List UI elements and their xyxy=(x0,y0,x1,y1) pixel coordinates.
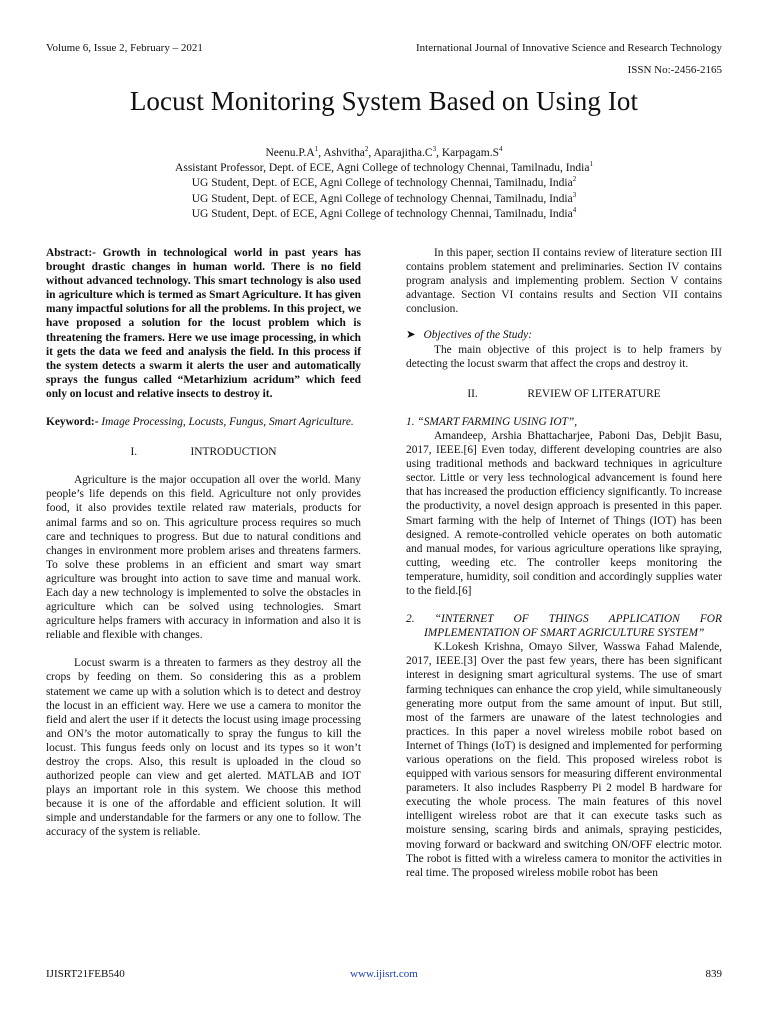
journal-name: International Journal of Innovative Science and Research Technology xyxy=(415,42,722,54)
author-sup: 2 xyxy=(364,145,369,154)
objectives-paragraph: The main objective of this project is to help framers by detecting the locust swarm that affect the crops and destroy it. xyxy=(406,343,722,370)
keyword-label: Keyword:- xyxy=(46,416,99,429)
affiliation: UG Student, Dept. of ECE, Agni College of technology Chennai, Tamilnadu, India$^4$ xyxy=(191,205,577,220)
section-heading-review xyxy=(406,387,722,401)
section-number: II. xyxy=(467,387,478,400)
objectives-heading: ➤ Objectives of the Study: xyxy=(406,329,533,342)
section-title: INTRODUCTION xyxy=(190,446,277,459)
author-name: Karpagam.S xyxy=(441,147,499,159)
abstract: Abstract:- Growth in technological world in past years has brought drastic changes in human world. There is no field without advanced technology. This smart technology is also used in agriculture which is termed as Smart Agriculture. It has given many impactful solutions for all the problems. In this project, we have proposed a solution for the locust problem which is threatening the framers. Here we use image processing, in which it gets the data we feed and analysis the field. In this process if the system detects a swarm it alerts the user and automatically sprays the fungus called “Metarhizium acridum” which feed only on locust and relative insects to destroy it. xyxy=(46,247,361,400)
volume-issue: Volume 6, Issue 2, February – 2021 xyxy=(46,42,203,54)
right-column xyxy=(406,246,722,880)
intro-paragraph: Locust swarm is a threaten to farmers as they destroy all the crops by feeding on them. So considering this as a problem statement we came up with a solution which is to detect and destroy the locust in an efficient way. Here we use a camera to monitor the field and alert the user if it detects the locust using image processing and ON’s the motor automatically to spray the fungus to kill the locust. This fungus feeds only on locust and its types so it won’t destroy the crops. Also, this result is uploaded in the cloud so authorized people can view and get alerted. MATLAB and IOT plays an important role in this system. We choose this method because it is one of the affordable and efficient solution. It will simple and understandable for the farmers or any one to follow. The accuracy of the system is reliable. xyxy=(46,657,361,839)
author-name: Aparajitha.C xyxy=(373,147,433,159)
author-list: $Neenu.P.A^1$, Ashvitha$^2$, $Aparajitha.C^3$, $Karpagam.S^4$ xyxy=(265,145,503,159)
reference-summary: K.Lokesh Krishna, Omayo Silver, Wasswa Fahad Malende, 2017, IEEE.[3] Over the past few years, there has been significant interest in designing smart agricultural systems. The use of smart farming techniques can enhance the crop yield, while simultaneously generating more output from the same amount of input. But still, most of the farmers are unaware of the latest technologies and practices. In this paper a novel wireless mobile robot based on Internet of Things (IoT) is designed and implemented for performing various operations on the field. This proposed wireless robot is equipped with various sensors for measuring different environmental parameters. It also includes Raspberry Pi 2 model B hardware for executing the whole process. The main features of this novel intelligent wireless robot are that it can execute tasks such as moisture sensing, scaring birds and animals, spraying pesticides, moving forward or backward and switching ON/OFF electric motor. The robot is fitted with a wireless camera to monitor the activities in real time. The proposed wireless mobile robot has been xyxy=(406,641,722,879)
author-name: Neenu.P.A xyxy=(265,147,315,159)
issn: ISSN No:-2456-2165 xyxy=(627,64,722,76)
reference-title: 2. “INTERNET OF THINGS APPLICATION FOR IMPLEMENTATION OF SMART AGRICULTURE SYSTEM” xyxy=(406,613,722,640)
author-sup: 1 xyxy=(314,145,319,154)
journal-website-link[interactable]: www.ijisrt.com xyxy=(350,968,418,980)
keywords xyxy=(46,415,361,429)
affiliation: UG Student, Dept. of ECE, Agni College of technology Chennai, Tamilnadu, India$^2$ xyxy=(191,175,577,190)
intro-paragraph: Agriculture is the major occupation all over the world. Many people’s life depends on this field. Agriculture not only provides food, it also provides textile related raw materials, products for animal farms and so on. This agriculture process requires so much care and techniques to progress. But due to natural conditions and changes in environment more problem arises and threatens farmers. To solve these problems in an efficient and smart way smart agriculture was brought into action to save time and manual work. Each day a new technology is implemented to solve the obstacles in agriculture which can be solved using technologies. Smart agriculture helps framers with accuracy in information and also it is reliable and flexible with changes. xyxy=(46,474,361,642)
author-block xyxy=(0,146,768,222)
affiliation: Assistant Professor, Dept. of ECE, Agni College of technology Chennai, Tamilnadu, India$^1$ xyxy=(175,160,593,175)
affiliation: UG Student, Dept. of ECE, Agni College of technology Chennai, Tamilnadu, India$^3$ xyxy=(191,190,577,205)
paper-id: IJISRT21FEB540 xyxy=(46,968,125,980)
page-number: 839 xyxy=(705,968,722,980)
paper-title: Locust Monitoring System Based on Using Iot xyxy=(129,86,639,116)
paper-outline-paragraph: In this paper, section II contains review of literature section III contains problem statement and preliminaries. Section IV contains program analysis and implementing problem. Section V contains advantage. Section VI contains results and Section VII contains conclusion. xyxy=(406,247,722,316)
author-sup: 4 xyxy=(498,145,503,154)
section-title: REVIEW OF LITERATURE xyxy=(527,387,661,400)
author-name: Ashvitha xyxy=(323,147,365,159)
author-sup: 3 xyxy=(432,145,437,154)
keyword-text: Image Processing, Locusts, Fungus, Smart Agriculture. xyxy=(101,416,354,429)
section-heading-introduction xyxy=(46,445,361,459)
arrow-bullet-icon: ➤ xyxy=(406,329,416,342)
left-column xyxy=(46,246,361,840)
reference-title: 1. “SMART FARMING USING IOT”, xyxy=(406,415,578,428)
section-number: I. xyxy=(130,446,138,459)
reference-summary: Amandeep, Arshia Bhattacharjee, Paboni Das, Debjit Basu, 2017, IEEE.[6] Even today, different developing countries are also using traditional methods and backward techniques in agriculture sector. Little or very less technological advancement is found here that has increased the production efficiency significantly. To increase the productivity, a novel design approach is presented in this paper. Smart farming with the help of Internet of Things (IOT) has been designed. A remote-controlled vehicle operates on both automatic and manual modes, for various agriculture operations like spraying, cutting, weeding etc. The controller keeps monitoring the temperature, humidity, soil condition and accordingly supplies water to the field.[6] xyxy=(406,429,722,597)
